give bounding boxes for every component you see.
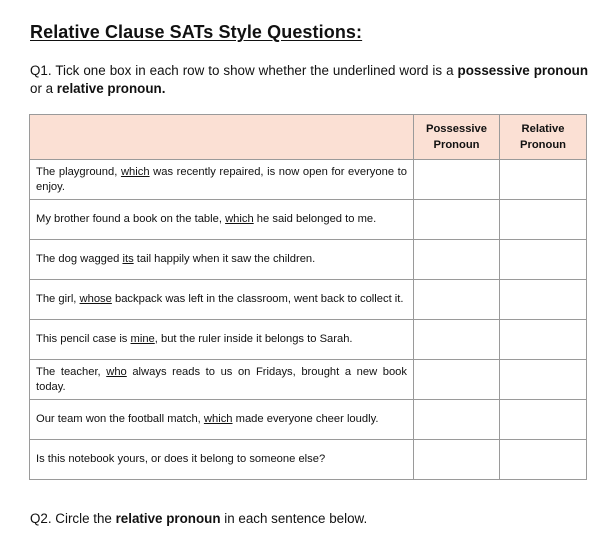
sentence-cell: This pencil case is mine, but the ruler inside it belongs to Sarah. xyxy=(30,320,414,360)
sentence-cell: Is this notebook yours, or does it belong to someone else? xyxy=(30,440,414,480)
header-possessive-pronoun: Possessive Pronoun xyxy=(414,115,500,160)
sentence-cell: Our team won the football match, which made everyone cheer loudly. xyxy=(30,400,414,440)
underlined-word: its xyxy=(122,253,134,265)
question-1-prompt xyxy=(30,62,588,98)
tick-box-possessive[interactable] xyxy=(414,400,500,440)
sentence-cell: The dog wagged its tail happily when it saw the children. xyxy=(30,240,414,280)
sentence-cell: My brother found a book on the table, which he said belonged to me. xyxy=(30,200,414,240)
underlined-word: whose xyxy=(79,293,112,305)
sentence-cell: The playground, which was recently repaired, is now open for everyone to enjoy. xyxy=(30,160,414,200)
plain-word: yours xyxy=(117,453,145,465)
page-title: Relative Clause SATs Style Questions: xyxy=(30,22,363,42)
table-row xyxy=(30,400,587,440)
sentence-cell: The teacher, who always reads to us on Fridays, brought a new book today. xyxy=(30,360,414,400)
underlined-word: which xyxy=(120,165,150,178)
tick-box-relative[interactable] xyxy=(500,200,587,240)
tick-box-possessive[interactable] xyxy=(414,440,500,480)
underlined-word: which xyxy=(225,213,254,225)
tick-box-relative[interactable] xyxy=(500,400,587,440)
table-row xyxy=(30,160,587,200)
table-row xyxy=(30,280,587,320)
question-1-table xyxy=(29,114,587,480)
tick-box-relative[interactable] xyxy=(500,280,587,320)
header-sentence-cell xyxy=(30,115,414,160)
tick-box-possessive[interactable] xyxy=(414,240,500,280)
table-header-row xyxy=(30,115,587,160)
question-2-prompt xyxy=(30,511,367,526)
header-relative-pronoun: Relative Pronoun xyxy=(500,115,587,160)
tick-box-relative[interactable] xyxy=(500,320,587,360)
table-row xyxy=(30,200,587,240)
tick-box-possessive[interactable] xyxy=(414,360,500,400)
tick-box-possessive[interactable] xyxy=(414,280,500,320)
underlined-word: which xyxy=(203,413,233,425)
underlined-word: who xyxy=(106,365,127,378)
table-row xyxy=(30,320,587,360)
sentence-cell: The girl, whose backpack was left in the classroom, went back to collect it. xyxy=(30,280,414,320)
tick-box-relative[interactable] xyxy=(500,360,587,400)
q1-term-relative: relative pronoun. xyxy=(56,81,166,96)
table-row xyxy=(30,440,587,480)
table-row xyxy=(30,240,587,280)
underlined-word: mine xyxy=(130,333,155,345)
q2-term-relative: relative pronoun xyxy=(115,511,221,526)
q1-lead: Q1. Tick one box in each row to show whether the underlined word is a xyxy=(30,63,458,78)
q2-tail: in each sentence below. xyxy=(220,511,368,526)
q1-mid: or a xyxy=(30,81,57,96)
q2-lead: Q2. Circle the xyxy=(30,511,116,526)
tick-box-relative[interactable] xyxy=(500,240,587,280)
q1-term-possessive: possessive pronoun xyxy=(457,63,588,78)
tick-box-possessive[interactable] xyxy=(414,320,500,360)
tick-box-relative[interactable] xyxy=(500,440,587,480)
tick-box-relative[interactable] xyxy=(500,160,587,200)
tick-box-possessive[interactable] xyxy=(414,200,500,240)
tick-box-possessive[interactable] xyxy=(414,160,500,200)
table-row xyxy=(30,360,587,400)
